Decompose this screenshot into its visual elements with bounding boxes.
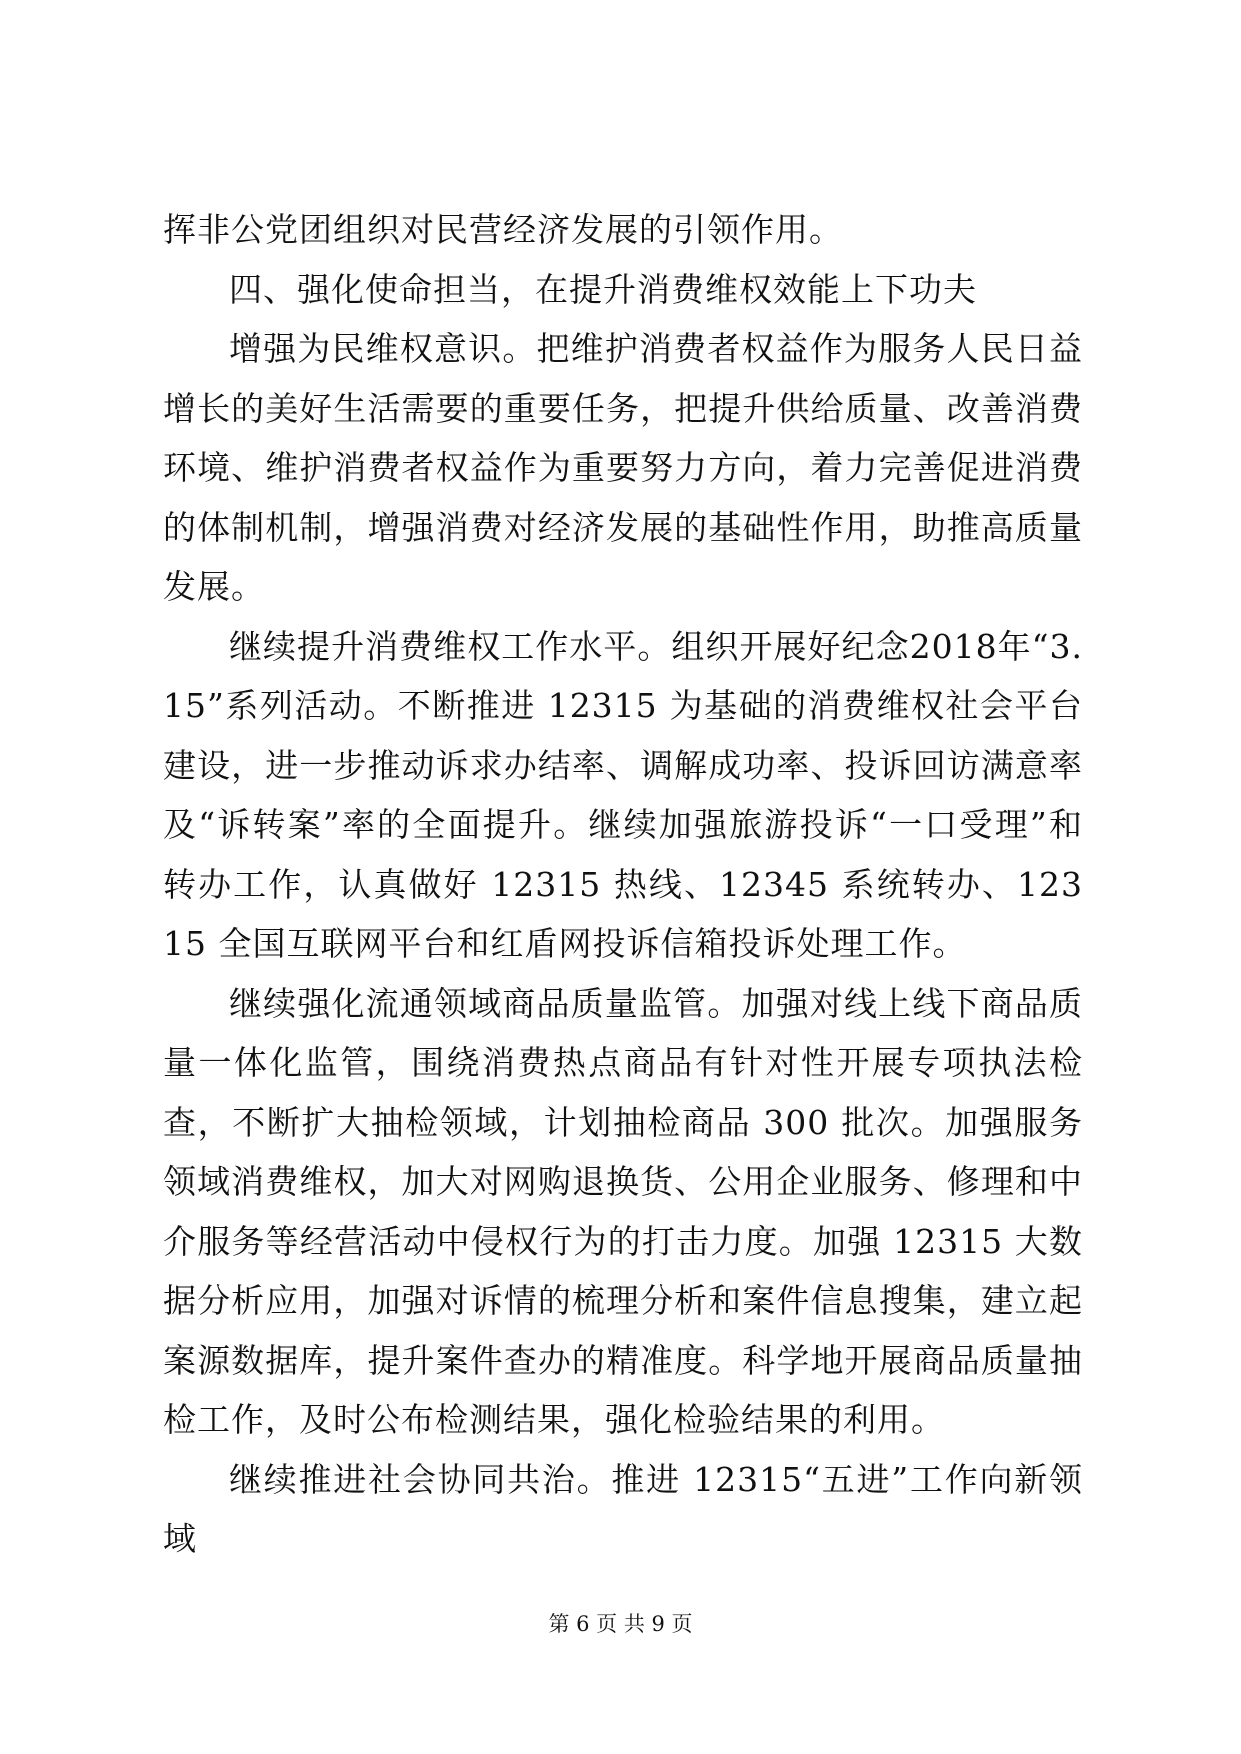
document-body xyxy=(163,200,1083,1569)
paragraph-continuation: 挥非公党团组织对民营经济发展的引领作用。 xyxy=(163,210,843,249)
paragraph-rights-awareness: 增强为民维权意识。把维护消费者权益作为服务人民日益增长的美好生活需要的重要任务，把提升供给质量、改善消费环境、维护消费者权益作为重要努力方向，着力完善促进消费的体制机制，增强消费对经济发展的基础性作用，助推高质量发展。 xyxy=(163,329,1083,606)
section-heading: 四、强化使命担当，在提升消费维权效能上下功夫 xyxy=(229,269,977,309)
paragraph-quality-supervision: 继续强化流通领域商品质量监管。加强对线上线下商品质量一体化监管，围绕消费热点商品有针对性开展专项执法检查，不断扩大抽检领域，计划抽检商品 300 批次。加强服务领域消费维权，加大对网购退换货、公用企业服务、修理和中介服务等经营活动中侵权行为的打击力度。加强 12315 大数据分析应用，加强对诉情的梳理分析和案件信息搜集，建立起案源数据库，提升案件查办的精准度。科学地开展商品质量抽检工作，及时公布检测结果，强化检验结果的利用。 xyxy=(163,983,1083,1439)
paragraph-rights-work-level: 继续提升消费维权工作水平。组织开展好纪念2018年“3.15”系列活动。不断推进 12315 为基础的消费维权社会平台建设，进一步推动诉求办结率、调解成功率、投诉回访满意率及“诉转案”率的全面提升。继续加强旅游投诉“一口受理”和转办工作，认真做好 12315 热线、12345 系统转办、12315 全国互联网平台和红盾网投诉信箱投诉处理工作。 xyxy=(163,626,1083,963)
paragraph-social-governance: 继续推进社会协同共治。推进 12315“五进”工作向新领域 xyxy=(163,1459,1083,1558)
page-footer: 第 6 页 共 9 页 xyxy=(548,1612,693,1636)
